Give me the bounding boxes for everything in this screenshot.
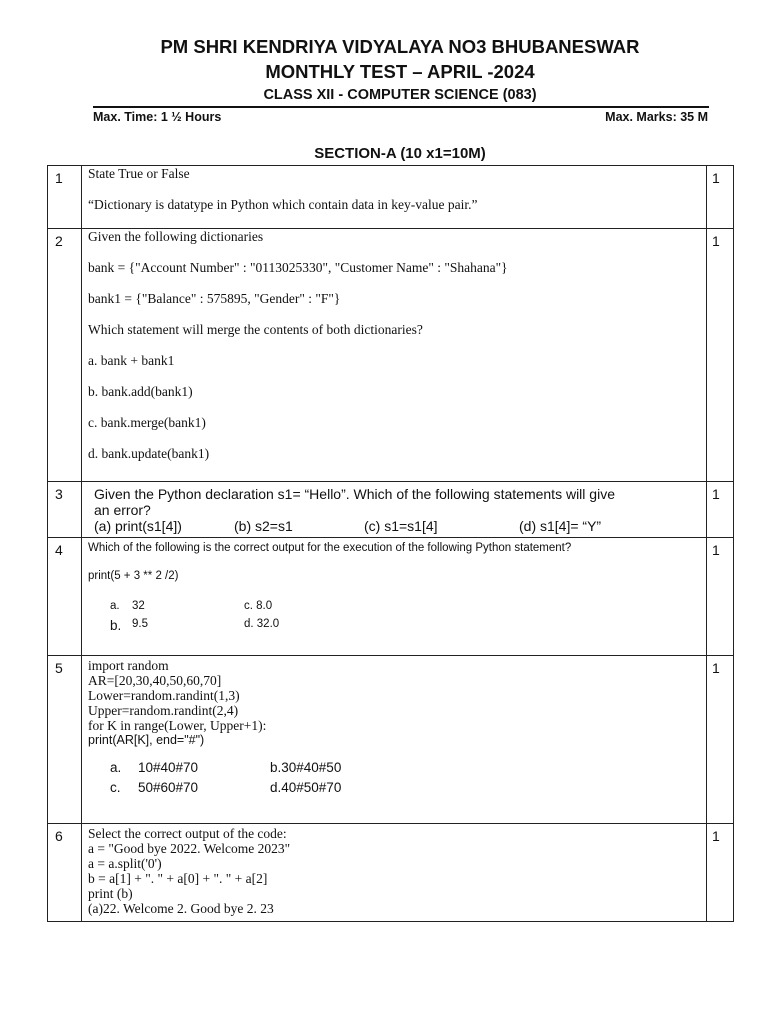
option-b: b.30#40#50	[270, 760, 342, 775]
section-heading: SECTION-A (10 x1=10M)	[314, 145, 486, 162]
question-line: State True or False	[88, 166, 190, 181]
question-stem: Given the Python declaration s1= “Hello”. Which of the following statements will give	[94, 486, 615, 502]
question-row	[48, 656, 734, 824]
question-line: Which statement will merge the contents of both dictionaries?	[88, 322, 423, 337]
question-stem: Which of the following is the correct output for the execution of the following Python statement?	[88, 542, 572, 554]
question-text	[82, 482, 707, 538]
option-a: (a) print(s1[4])	[94, 518, 182, 534]
question-text	[82, 538, 707, 656]
question-number: 4	[48, 538, 82, 656]
option-c: (c) s1=s1[4]	[364, 518, 438, 534]
question-line: bank1 = {"Balance" : 575895, "Gender" : "F"}	[88, 291, 341, 306]
question-text	[82, 229, 707, 482]
school-name: PM SHRI KENDRIYA VIDYALAYA NO3 BHUBANESWAR	[160, 36, 640, 57]
question-text	[82, 166, 707, 229]
question-number: 2	[48, 229, 82, 482]
option-d: (d) s1[4]= “Y”	[519, 518, 602, 534]
option-b: 9.5	[132, 618, 148, 630]
question-marks: 1	[707, 229, 734, 482]
option-letter: b.	[110, 618, 122, 633]
question-text	[82, 824, 707, 922]
question-marks: 1	[707, 166, 734, 229]
code-line: a = "Good bye 2022. Welcome 2023"	[88, 841, 291, 856]
question-text	[82, 656, 707, 824]
option-letter: a.	[110, 760, 122, 775]
options-row	[110, 600, 706, 612]
option-d: d. bank.update(bank1)	[88, 446, 210, 461]
question-line: Given the following dictionaries	[88, 229, 264, 244]
question-row	[48, 166, 734, 229]
code-line: print(AR[K], end="#")	[88, 733, 205, 747]
question-table	[47, 165, 734, 922]
option-a: 32	[132, 600, 145, 612]
question-marks: 1	[707, 538, 734, 656]
code-line: print(5 + 3 ** 2 /2)	[88, 570, 179, 582]
question-marks: 1	[707, 824, 734, 922]
question-marks: 1	[707, 482, 734, 538]
option-d: d. 32.0	[244, 618, 280, 630]
question-line: “Dictionary is datatype in Python which contain data in key-value pair.”	[88, 197, 478, 212]
option-a: (a)22. Welcome 2. Good bye 2. 23	[88, 901, 274, 916]
question-marks: 1	[707, 656, 734, 824]
options-row	[110, 758, 706, 778]
options-row	[94, 518, 706, 534]
question-number: 1	[48, 166, 82, 229]
question-line: Select the correct output of the code:	[88, 826, 287, 841]
question-row	[48, 482, 734, 538]
question-number: 6	[48, 824, 82, 922]
option-a: a. bank + bank1	[88, 353, 175, 368]
option-letter: a.	[110, 600, 120, 612]
class-subject: CLASS XII - COMPUTER SCIENCE (083)	[263, 87, 537, 103]
code-line: for K in range(Lower, Upper+1):	[88, 718, 267, 733]
option-b: b. bank.add(bank1)	[88, 384, 193, 399]
test-title: MONTHLY TEST – APRIL -2024	[265, 61, 535, 82]
header-rule	[93, 106, 709, 108]
question-number: 3	[48, 482, 82, 538]
code-line: print (b)	[88, 886, 133, 901]
option-d: d.40#50#70	[270, 780, 342, 795]
option-b: (b) s2=s1	[234, 518, 293, 534]
max-marks: Max. Marks: 35 M	[605, 110, 708, 124]
option-c: c. bank.merge(bank1)	[88, 415, 206, 430]
option-letter: c.	[110, 780, 121, 795]
option-a: 10#40#70	[138, 760, 199, 775]
option-c: c. 8.0	[244, 600, 273, 612]
code-line: b = a[1] + ". " + a[0] + ". " + a[2]	[88, 871, 268, 886]
code-line: a = a.split('0')	[88, 856, 162, 871]
options-row	[110, 778, 706, 798]
question-line: bank = {"Account Number" : "0113025330", "Customer Name" : "Shahana"}	[88, 260, 508, 275]
options-row	[110, 618, 706, 633]
question-row	[48, 824, 734, 922]
question-stem-cont: an error?	[94, 502, 151, 518]
code-line: AR=[20,30,40,50,60,70]	[88, 673, 222, 688]
question-number: 5	[48, 656, 82, 824]
code-line: Lower=random.randint(1,3)	[88, 688, 240, 703]
max-time: Max. Time: 1 ½ Hours	[93, 110, 222, 124]
option-c: 50#60#70	[138, 780, 199, 795]
question-row	[48, 229, 734, 482]
code-line: import random	[88, 658, 169, 673]
code-line: Upper=random.randint(2,4)	[88, 703, 239, 718]
question-row	[48, 538, 734, 656]
